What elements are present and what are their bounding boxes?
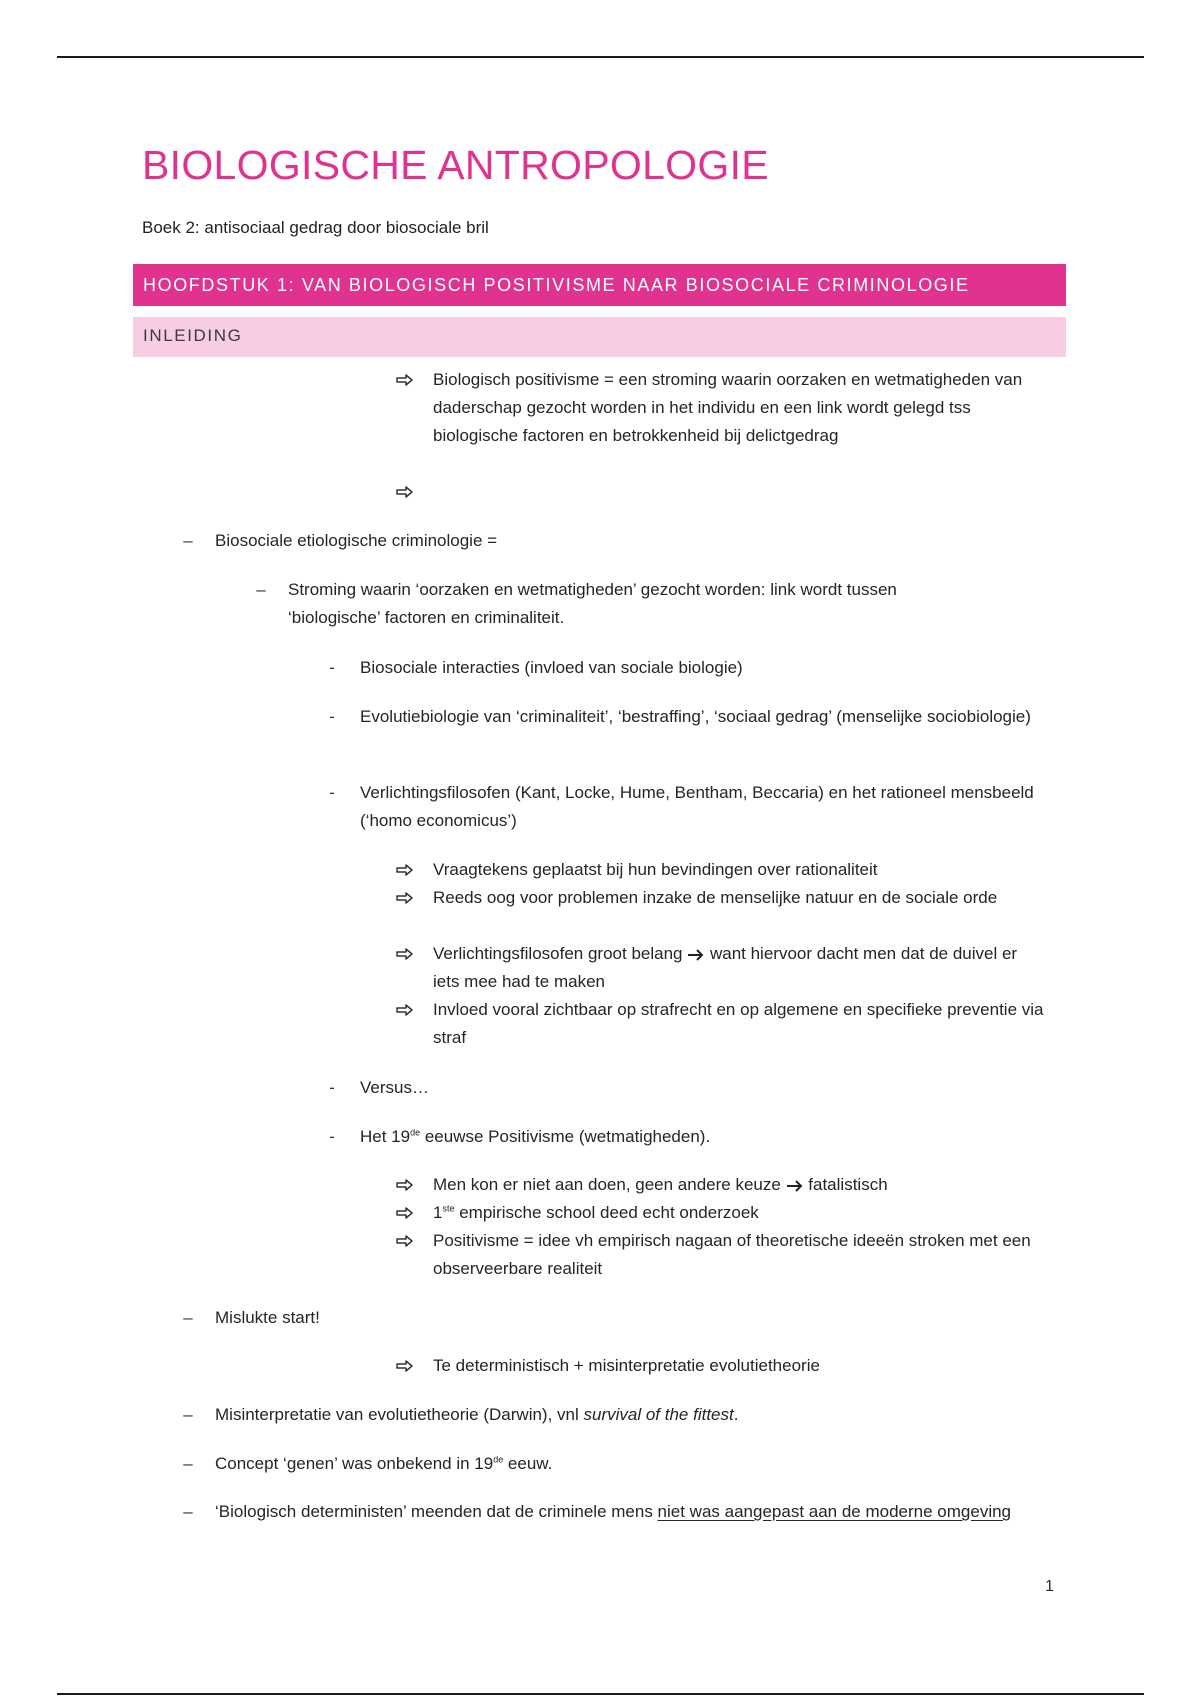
page-title: BIOLOGISCHE ANTROPOLOGIE	[142, 142, 769, 188]
hyphen-bullet: -	[329, 783, 335, 802]
arrow-bullet-icon	[396, 1171, 418, 1199]
hyphen-bullet: -	[329, 707, 335, 726]
list-item	[183, 1498, 1055, 1526]
item-text: want hiervoor dacht men dat de duivel er iets mee had te maken	[433, 944, 1018, 991]
list-item	[433, 884, 1043, 912]
subtitle: Boek 2: antisociaal gedrag door biosociale bril	[142, 218, 489, 237]
superscript: de	[410, 1127, 421, 1138]
list-item	[433, 856, 1073, 884]
item-text: Vraagtekens geplaatst bij hun bevindingen over rationaliteit	[433, 860, 878, 879]
arrow-bullet-icon	[396, 1227, 418, 1255]
list-item	[433, 940, 1043, 996]
item-text: Misinterpretatie van evolutietheorie (Darwin), vnl	[215, 1405, 584, 1424]
item-text: eeuw.	[503, 1454, 553, 1473]
list-item	[433, 1352, 1073, 1380]
item-text: .	[733, 1405, 739, 1424]
list-item	[433, 1227, 1063, 1283]
item-text: fatalistisch	[808, 1175, 888, 1194]
item-text: 1	[433, 1203, 443, 1222]
list-item	[183, 1304, 1065, 1332]
empty-list-item	[433, 478, 1053, 506]
list-item	[183, 527, 1065, 555]
dash-bullet: –	[183, 531, 193, 550]
item-text: Het 19	[360, 1127, 411, 1146]
underlined-text: niet was aangepast aan de moderne omgeving	[657, 1502, 1012, 1521]
item-text: eeuwse Positivisme (wetmatigheden).	[420, 1127, 711, 1146]
arrow-bullet-icon	[396, 1352, 418, 1380]
arrow-bullet-icon	[396, 478, 418, 506]
superscript: ste	[442, 1203, 455, 1214]
item-text: Te deterministisch + misinterpretatie evolutietheorie	[433, 1356, 820, 1375]
item-text: Stroming waarin ‘oorzaken en wetmatigheden’ gezocht worden: link wordt tussen	[288, 580, 897, 599]
chapter-heading: HOOFDSTUK 1: VAN BIOLOGISCH POSITIVISME NAAR BIOSOCIALE CRIMINOLOGIE	[133, 264, 1066, 306]
arrow-bullet-icon	[396, 940, 418, 968]
dash-bullet: –	[183, 1405, 193, 1424]
list-item	[433, 1171, 1073, 1199]
hyphen-bullet: -	[329, 658, 335, 677]
dash-bullet: –	[183, 1308, 193, 1327]
dash-bullet: –	[183, 1454, 193, 1473]
item-text: Verlichtingsfilosofen (Kant, Locke, Hume, Bentham, Beccaria) en het rationeel mensbeeld (‘homo economicus’)	[360, 783, 1034, 830]
item-text: Versus…	[360, 1078, 429, 1097]
item-text: ‘biologische’ factoren en criminaliteit.	[288, 608, 565, 627]
item-text: Evolutiebiologie van ‘criminaliteit’, ‘bestraffing’, ‘sociaal gedrag’ (menselijke sociobiologie)	[360, 707, 1031, 726]
top-rule	[57, 56, 1144, 58]
right-arrow-icon	[786, 1179, 804, 1193]
list-item	[329, 654, 1060, 682]
list-item	[433, 366, 1053, 450]
item-text: empirische school deed echt onderzoek	[454, 1203, 759, 1222]
page-number: 1	[1045, 1578, 1054, 1595]
arrow-bullet-icon	[396, 996, 418, 1024]
hyphen-bullet: -	[329, 1078, 335, 1097]
list-item	[329, 703, 1040, 731]
item-text: Biosociale etiologische criminologie =	[215, 531, 498, 550]
item-text: Verlichtingsfilosofen groot belang	[433, 944, 683, 963]
dash-bullet: –	[256, 580, 266, 599]
right-arrow-icon	[687, 948, 705, 962]
list-item	[183, 1401, 1065, 1429]
item-text: Biosociale interacties (invloed van sociale biologie)	[360, 658, 743, 677]
superscript: de	[493, 1454, 504, 1465]
arrow-bullet-icon	[396, 884, 418, 912]
hyphen-bullet: -	[329, 1127, 335, 1146]
list-item	[329, 1123, 1060, 1151]
item-text: Positivisme = idee vh empirisch nagaan of theoretische ideeën stroken met een observeerbare realiteit	[433, 1231, 1031, 1278]
list-item	[433, 1199, 1073, 1227]
bottom-rule	[57, 1693, 1144, 1695]
list-item	[433, 996, 1053, 1052]
arrow-bullet-icon	[396, 1199, 418, 1227]
arrow-bullet-icon	[396, 856, 418, 884]
section-heading: INLEIDING	[133, 317, 1066, 357]
item-text: Mislukte start!	[215, 1308, 320, 1327]
list-item	[256, 576, 1068, 632]
list-item	[329, 1074, 1060, 1102]
item-text: Invloed vooral zichtbaar op strafrecht en op algemene en specifieke preventie via straf	[433, 1000, 1044, 1047]
item-text: Reeds oog voor problemen inzake de menselijke natuur en de sociale orde	[433, 888, 998, 907]
item-text: ‘Biologisch deterministen’ meenden dat de criminele mens	[215, 1502, 658, 1521]
dash-bullet: –	[183, 1502, 193, 1521]
list-item	[329, 779, 1060, 835]
item-text: Biologisch positivisme = een stroming waarin oorzaken en wetmatigheden van daderschap gezocht worden in het individu en een link wordt gelegd tss biologische factoren en betrokkenheid bij delictgedrag	[433, 370, 1023, 445]
item-text: Men kon er niet aan doen, geen andere keuze	[433, 1175, 781, 1194]
arrow-bullet-icon	[396, 366, 418, 394]
item-text: Concept ‘genen’ was onbekend in 19	[215, 1454, 494, 1473]
italic-text: survival of the fittest	[583, 1405, 734, 1424]
list-item	[183, 1450, 1065, 1478]
